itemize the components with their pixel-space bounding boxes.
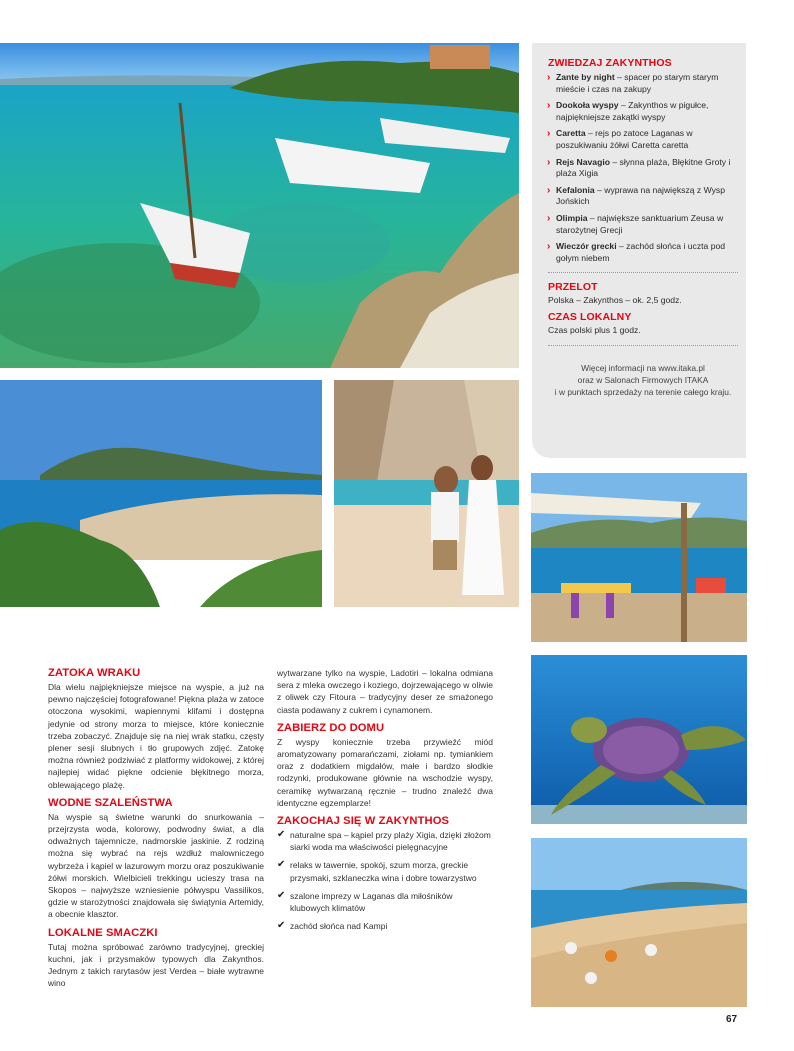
chevron-right-icon: › [547, 100, 551, 112]
excursion-description: – wyprawa na największą z Wysp Jońskich [556, 184, 725, 207]
excursion-description: – rejs po zatoce Laganas w poszukiwaniu żółwi Caretta caretta [556, 128, 693, 150]
excursion-item [548, 72, 738, 95]
text-column-right [277, 667, 493, 938]
excursion-item [548, 241, 738, 264]
page-number: 67 [726, 1014, 738, 1025]
wedding-couple-beach-photo [334, 380, 519, 607]
sea-turtle-photo [531, 655, 747, 824]
contact-line: oraz w Salonach Firmowych ITAKA [577, 374, 709, 385]
excursion-item [548, 128, 738, 151]
list-item [277, 890, 493, 914]
text-column-left [48, 667, 264, 995]
excursion-description: – spacer po starym starym mieście i czas na zakupy [556, 72, 719, 94]
excursion-name: Wieczór grecki [556, 241, 617, 252]
chevron-right-icon: › [547, 184, 551, 196]
local-time-heading: CZAS LOKALNY [548, 310, 632, 323]
boats-bay-photo [0, 43, 519, 368]
wreck-bay-text: Dla wielu najpiękniejsze miejsce na wyspie, a już na pewno najczęściej fotografowane! Piękna plaża w zatoce otoczona wysokimi, wapiennymi klifami i dostępna jedynie od strony morza to miejsce, które koniecznie trzeba zobaczyć. Znajduje się na niej wrak statku, częsty plener sesji ślubnych i tło grupowych zdjęć. Zatokę można również podziwiać z platformy widokowej, z której najlepiej widać piękne odcienie błękitnego morza, oblewającego plażę. [48, 682, 264, 790]
excursions-info-box [532, 43, 746, 458]
chevron-right-icon: › [547, 241, 551, 253]
contact-line: Więcej informacji na www.itaka.pl [581, 362, 705, 373]
take-home-text: Z wyspy koniecznie trzeba przywieźć miód aromatyzowany pomarańczami, ziołami np. tymiankiem oraz z dodatkiem migdałów, małe i bardzo słodkie rodzynki, produkowane głównie na wschodzie wyspy, ceramikę wytwarzaną ręcznie – trudno znaleźć dwa identyczne egzemplarze! [277, 736, 493, 808]
take-home-heading: ZABIERZ DO DOMU [277, 721, 385, 734]
excursion-item [548, 157, 738, 180]
excursion-name: Olimpia [556, 212, 588, 223]
excursions-heading: ZWIEDZAJ ZAKYNTHOS [548, 57, 672, 69]
excursion-item [548, 213, 738, 236]
town-harbor-photo [0, 380, 322, 607]
list-item [277, 859, 493, 883]
list-item [277, 829, 493, 853]
excursion-description: – Zakynthos w pigułce, najpiękniejsze zakątki wyspy [556, 100, 709, 122]
excursion-description: – największe sanktuarium Zeusa w starożytnej Grecji [556, 212, 724, 235]
excursion-name: Dookoła wyspy [556, 100, 619, 111]
contact-info [548, 362, 738, 399]
dotted-divider [548, 272, 738, 273]
taverna-seaside-photo [531, 473, 747, 642]
list-item-text: zachód słońca nad Kampi [290, 921, 388, 932]
water-fun-text: Na wyspie są świetne warunki do snurkowania – przejrzysta woda, kolorowy, podwodny świat, a dla odważnych tajemnicze, nadmorskie jaskinie. Z rodziną można się wybrać na rejs wzdłuż malowniczego wybrzeża i kąpiel w lazurowym morzu oraz poszukiwanie żółwi morskich. Wielbicieli trekkingu ucieszy trasa na Skopos – najwyższe wzniesienie półwyspu Vassilikos, gdzie w starożytności znajdowała się świątynia Artemidy, a obecnie klasztor. [48, 811, 264, 920]
chevron-right-icon: › [547, 128, 551, 140]
dotted-divider [548, 345, 738, 346]
chevron-right-icon: › [547, 72, 551, 83]
excursion-name: Zante by night [556, 72, 615, 82]
chevron-right-icon: › [547, 212, 551, 224]
checkmark-icon: ✔ [277, 859, 286, 871]
excursions-list [548, 72, 738, 264]
excursion-item [548, 100, 738, 123]
list-item-text: relaks w tawernie, spokój, szum morza, greckie przysmaki, szklaneczka wina i dobre towarzystwo [290, 860, 477, 883]
excursion-description: – słynna plaża, Błękitne Groty i plaża Xigia [556, 156, 731, 179]
list-item-text: szalone imprezy w Laganas dla miłośników klubowych klimatów [290, 890, 453, 914]
sandy-beach-photo [531, 838, 747, 1007]
excursion-item [548, 185, 738, 208]
excursion-name: Kefalonia [556, 184, 595, 195]
water-fun-heading: WODNE SZALEŃSTWA [48, 796, 173, 809]
excursion-name: Caretta [556, 128, 586, 139]
local-time-text: Czas polski plus 1 godz. [548, 324, 641, 335]
contact-line: i w punktach sprzedaży na terenie całego kraju. [554, 387, 732, 398]
excursion-name: Rejs Navagio [556, 156, 610, 167]
checkmark-icon: ✔ [277, 920, 286, 932]
chevron-right-icon: › [547, 156, 551, 168]
flight-duration: Polska – Zakynthos – ok. 2,5 godz. [548, 295, 682, 306]
checkmark-icon: ✔ [277, 889, 286, 901]
fall-in-love-heading: ZAKOCHAJ SIĘ W ZAKYNTHOS [277, 815, 450, 828]
wreck-bay-heading: ZATOKA WRAKU [48, 667, 141, 679]
list-item-text: naturalne spa – kąpiel przy plaży Xigia, dzięki złożom siarki woda ma właściwości pielęgnacyjne [290, 830, 491, 853]
list-item [277, 920, 493, 932]
checkmark-icon: ✔ [277, 829, 286, 841]
excursion-description: – zachód słońca i uczta pod gołym niebem [556, 241, 726, 263]
fall-in-love-list [277, 829, 493, 932]
local-flavors-text-continued: wytwarzane tylko na wyspie, Ladotiri – lokalna odmiana sera z mleka owczego i koziego, dojrzewającego w oliwie z oliwek czy Fitoura – tradycyjny deser ze smażonego ciasta podawany z cukrem i cynamonem. [277, 668, 493, 715]
local-flavors-heading: LOKALNE SMACZKI [48, 926, 158, 939]
flight-heading: PRZELOT [548, 281, 598, 294]
local-flavors-text: Tutaj można spróbować zarówno tradycyjnej, greckiej kuchni, jak i przysmaków typowych dla Zakynthos. Jednym z takich rarytasów jest Verdea – białe wytrawne wino [48, 941, 264, 989]
